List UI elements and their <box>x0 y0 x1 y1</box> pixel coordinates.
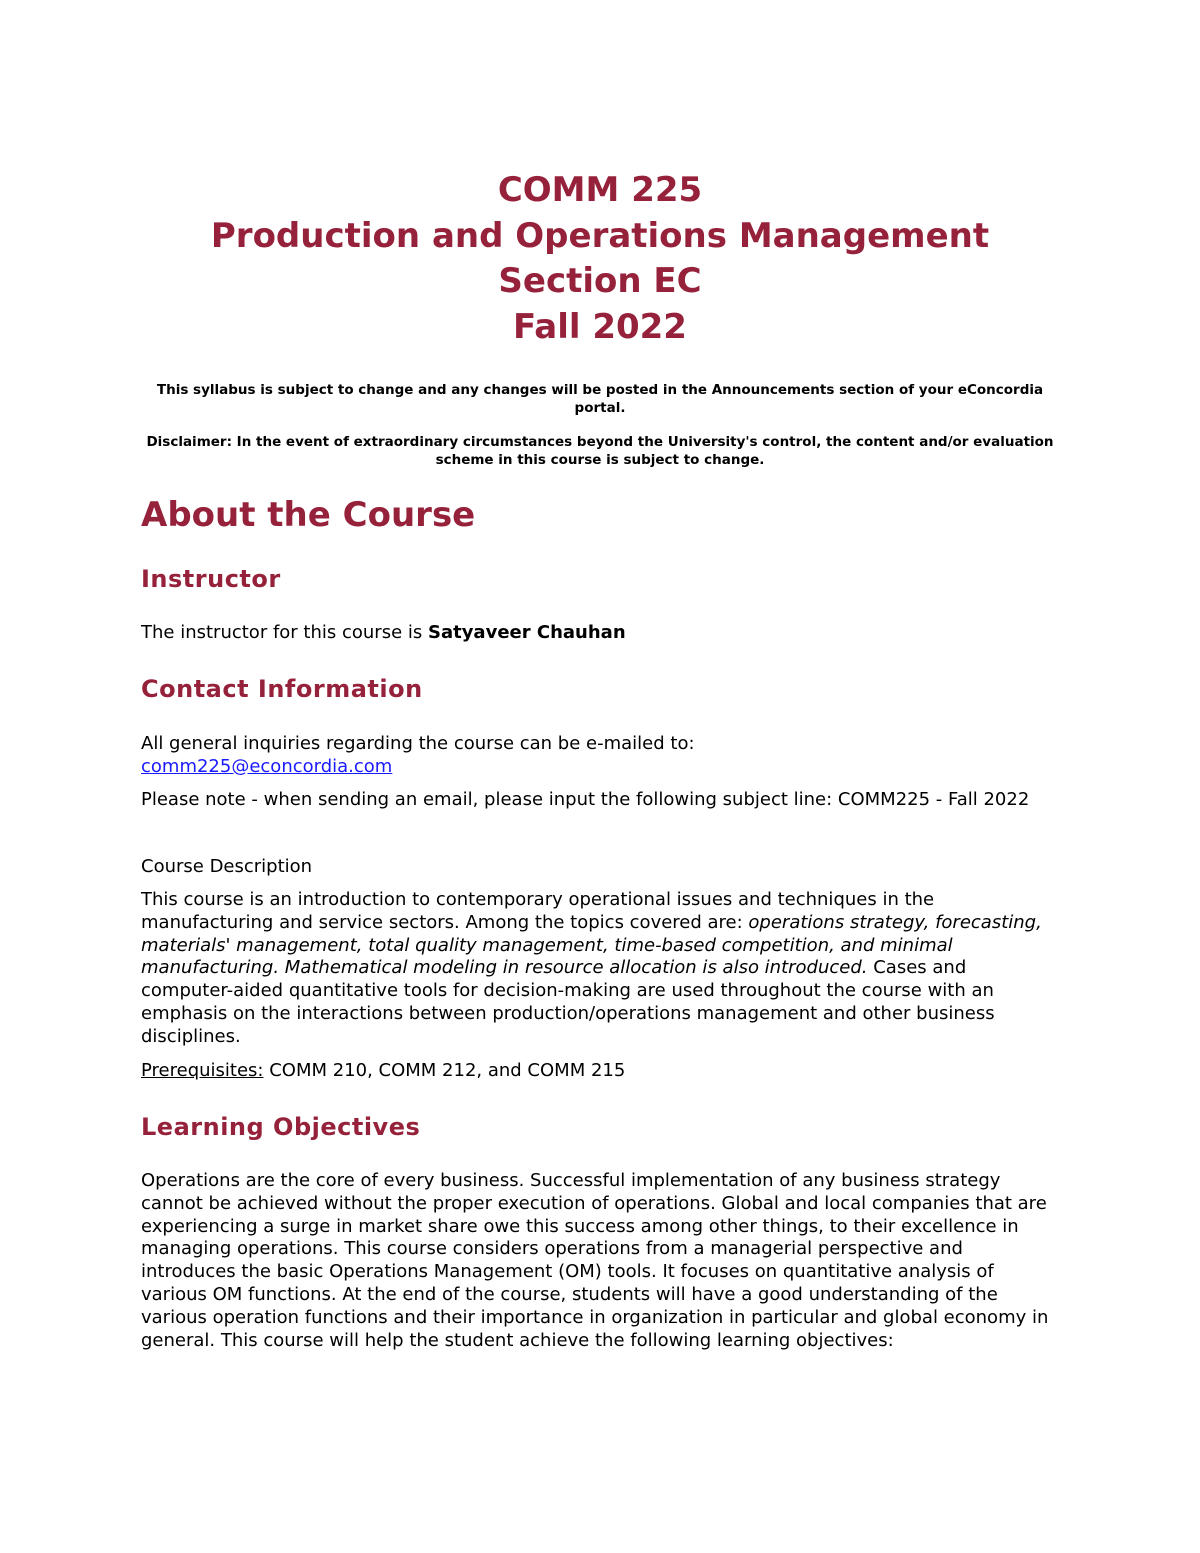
contact-heading: Contact Information <box>141 675 423 703</box>
course-description-text <box>141 889 1059 1049</box>
prerequisites-value: COMM 210, COMM 212, and COMM 215 <box>263 1060 626 1081</box>
title-block <box>141 168 1059 350</box>
prerequisites-label: Prerequisites: <box>141 1060 264 1081</box>
disclaimer-notice: Disclaimer: In the event of extraordinary circumstances beyond the University's control, the content and/or evaluation scheme in this course is subject to change. <box>146 434 1054 468</box>
course-term: Fall 2022 <box>513 306 687 347</box>
subject-line-note: Please note - when sending an email, please input the following subject line: COMM225 - Fall 2022 <box>141 789 1030 810</box>
instructor-line <box>141 622 1059 645</box>
course-title: Production and Operations Management <box>210 215 990 256</box>
description-text-2: Cases and computer-aided quantitative tools for decision-making are used throughout the course with an emphasis on the interactions between production/operations management and other business disciplines. <box>141 957 995 1047</box>
inquiries-paragraph <box>141 733 1059 779</box>
description-text-1: This course is an introduction to contemporary operational issues and techniques in the manufacturing and service sectors. Among the topics covered are: <box>141 889 935 933</box>
prerequisites-line <box>141 1060 1059 1083</box>
course-description-label: Course Description <box>141 856 313 877</box>
about-course-heading: About the Course <box>141 495 476 535</box>
instructor-prefix: The instructor for this course is <box>141 622 428 643</box>
learning-objectives-heading: Learning Objectives <box>141 1113 421 1141</box>
instructor-heading: Instructor <box>141 565 281 593</box>
inquiries-text: All general inquiries regarding the course can be e-mailed to: <box>141 733 695 754</box>
learning-objectives-text: Operations are the core of every business. Successful implementation of any business strategy cannot be achieved without the proper execution of operations. Global and local companies that are experiencing a surge in market share owe this success among other things, to their excellence in managing operations. This course considers operations from a managerial perspective and introduces the basic Operations Management (OM) tools. It focuses on quantitative analysis of various OM functions. At the end of the course, students will have a good understanding of the various operation functions and their importance in organization in particular and global economy in general. This course will help the student achieve the following learning objectives: <box>141 1170 1049 1351</box>
contact-email-link[interactable]: comm225@econcordia.com <box>141 755 393 777</box>
instructor-name: Satyaveer Chauhan <box>427 622 626 643</box>
course-section: Section EC <box>498 261 702 301</box>
course-code: COMM 225 <box>497 170 703 210</box>
syllabus-change-notice: This syllabus is subject to change and any changes will be posted in the Announcements section of your eConcordia portal. <box>156 382 1044 416</box>
description-topics: operations strategy, forecasting, materials' management, total quality management, time-based competition, and minimal manufacturing. Mathematical modeling in resource allocation is also introduced. <box>141 911 1042 979</box>
